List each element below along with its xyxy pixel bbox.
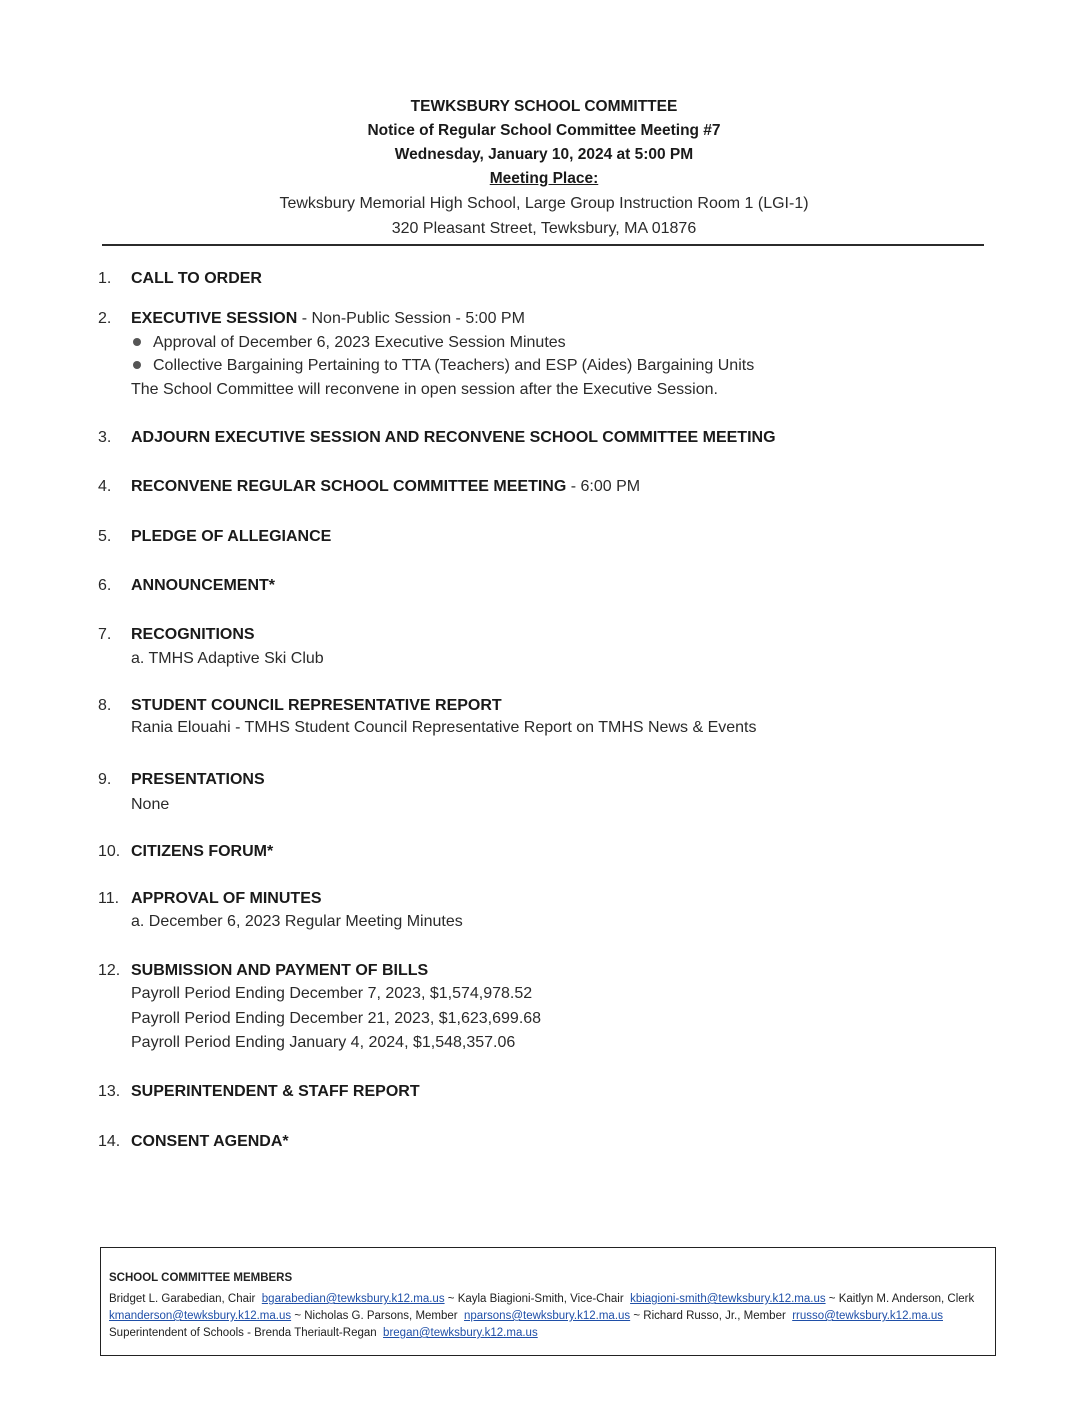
- item-number: 1.: [98, 270, 112, 287]
- item-number: 5.: [98, 528, 112, 545]
- members-line-1: Bridget L. Garabedian, Chair bgarabedian@tewksbury.k12.ma.us ~ Kayla Biagioni-Smith, Vice-Chair kbiagioni-smith@tewksbury.k12.ma.us ~ Kaitlyn M. Anderson, Clerk: [109, 1293, 975, 1305]
- member-email-link[interactable]: nparsons@tewksbury.k12.ma.us: [464, 1310, 631, 1322]
- session-note: The School Committee will reconvene in open session after the Executive Session.: [131, 381, 718, 398]
- item-number: 4.: [98, 478, 112, 495]
- item-number: 10.: [98, 843, 121, 860]
- sub-item: Rania Elouahi - TMHS Student Council Representative Report on TMHS News & Events: [131, 719, 757, 736]
- superintendent-email-link[interactable]: bregan@tewksbury.k12.ma.us: [383, 1327, 538, 1339]
- member-name: Richard Russo, Jr., Member: [643, 1310, 786, 1322]
- sub-item: Payroll Period Ending December 21, 2023, $1,623,699.68: [131, 1010, 542, 1027]
- superintendent-name: Superintendent of Schools - Brenda Theriault-Regan: [109, 1327, 377, 1339]
- item-title: SUBMISSION AND PAYMENT OF BILLS: [131, 962, 429, 979]
- member-name: Kaitlyn M. Anderson, Clerk: [838, 1293, 975, 1305]
- sub-item: a. TMHS Adaptive Ski Club: [131, 650, 324, 667]
- member-email-link[interactable]: rrusso@tewksbury.k12.ma.us: [792, 1310, 943, 1322]
- meeting-place-label: Meeting Place:: [489, 170, 599, 187]
- organization-title: TEWKSBURY SCHOOL COMMITTEE: [410, 98, 678, 115]
- item-number: 13.: [98, 1083, 121, 1100]
- item-title: ANNOUNCEMENT*: [131, 577, 275, 594]
- members-line-2: kmanderson@tewksbury.k12.ma.us ~ Nicholas G. Parsons, Member nparsons@tewksbury.k12.ma.us ~ Richard Russo, Jr., Member rrusso@tewksbury.k12.ma.us: [109, 1310, 943, 1322]
- bullet-icon: [133, 361, 141, 369]
- item-number: 9.: [98, 771, 112, 788]
- item-number: 7.: [98, 626, 112, 643]
- item-title: SUPERINTENDENT & STAFF REPORT: [131, 1083, 420, 1100]
- item-title: CALL TO ORDER: [131, 270, 262, 287]
- item-number: 14.: [98, 1133, 121, 1150]
- item-title: PRESENTATIONS: [131, 771, 265, 788]
- item-number: 3.: [98, 429, 112, 446]
- item-title: CITIZENS FORUM*: [131, 843, 274, 860]
- item-number: 11.: [98, 890, 120, 907]
- bullet-item: Approval of December 6, 2023 Executive Session Minutes: [131, 334, 566, 352]
- sub-item: a. December 6, 2023 Regular Meeting Minutes: [131, 913, 463, 930]
- item-number: 6.: [98, 577, 112, 594]
- item-title: RECOGNITIONS: [131, 626, 255, 643]
- item-title: RECONVENE REGULAR SCHOOL COMMITTEE MEETING - 6:00 PM: [131, 478, 641, 495]
- meeting-datetime: Wednesday, January 10, 2024 at 5:00 PM: [394, 146, 694, 163]
- member-name: Kayla Biagioni-Smith, Vice-Chair: [457, 1293, 624, 1305]
- member-name: Nicholas G. Parsons, Member: [304, 1310, 458, 1322]
- committee-members-title: SCHOOL COMMITTEE MEMBERS: [109, 1272, 293, 1284]
- member-name: Bridget L. Garabedian, Chair: [109, 1293, 256, 1305]
- bullet-item: Collective Bargaining Pertaining to TTA (Teachers) and ESP (Aides) Bargaining Units: [131, 357, 754, 375]
- sub-item: Payroll Period Ending January 4, 2024, $1,548,357.06: [131, 1034, 516, 1051]
- item-number: 8.: [98, 697, 112, 714]
- member-email-link[interactable]: kmanderson@tewksbury.k12.ma.us: [109, 1310, 292, 1322]
- item-number: 2.: [98, 310, 112, 327]
- item-number: 12.: [98, 962, 121, 979]
- meeting-place-line1: Tewksbury Memorial High School, Large Group Instruction Room 1 (LGI-1): [279, 195, 809, 212]
- meeting-place-line2: 320 Pleasant Street, Tewksbury, MA 01876: [391, 220, 697, 237]
- bullet-icon: [133, 338, 141, 346]
- member-email-link[interactable]: bgarabedian@tewksbury.k12.ma.us: [261, 1293, 445, 1305]
- item-title: PLEDGE OF ALLEGIANCE: [131, 528, 332, 545]
- sub-item: None: [131, 796, 170, 813]
- meeting-notice: Notice of Regular School Committee Meeting #7: [367, 122, 721, 139]
- sub-item: Payroll Period Ending December 7, 2023, $1,574,978.52: [131, 985, 533, 1002]
- committee-members-box: [100, 1247, 996, 1356]
- item-title: STUDENT COUNCIL REPRESENTATIVE REPORT: [131, 697, 502, 714]
- item-title: CONSENT AGENDA*: [131, 1133, 289, 1150]
- superintendent-line: [109, 1325, 987, 1342]
- item-title: ADJOURN EXECUTIVE SESSION AND RECONVENE SCHOOL COMMITTEE MEETING: [131, 429, 776, 446]
- member-email-link[interactable]: kbiagioni-smith@tewksbury.k12.ma.us: [630, 1293, 826, 1305]
- item-title: EXECUTIVE SESSION - Non-Public Session - 5:00 PM: [131, 310, 525, 327]
- item-title: APPROVAL OF MINUTES: [131, 890, 322, 907]
